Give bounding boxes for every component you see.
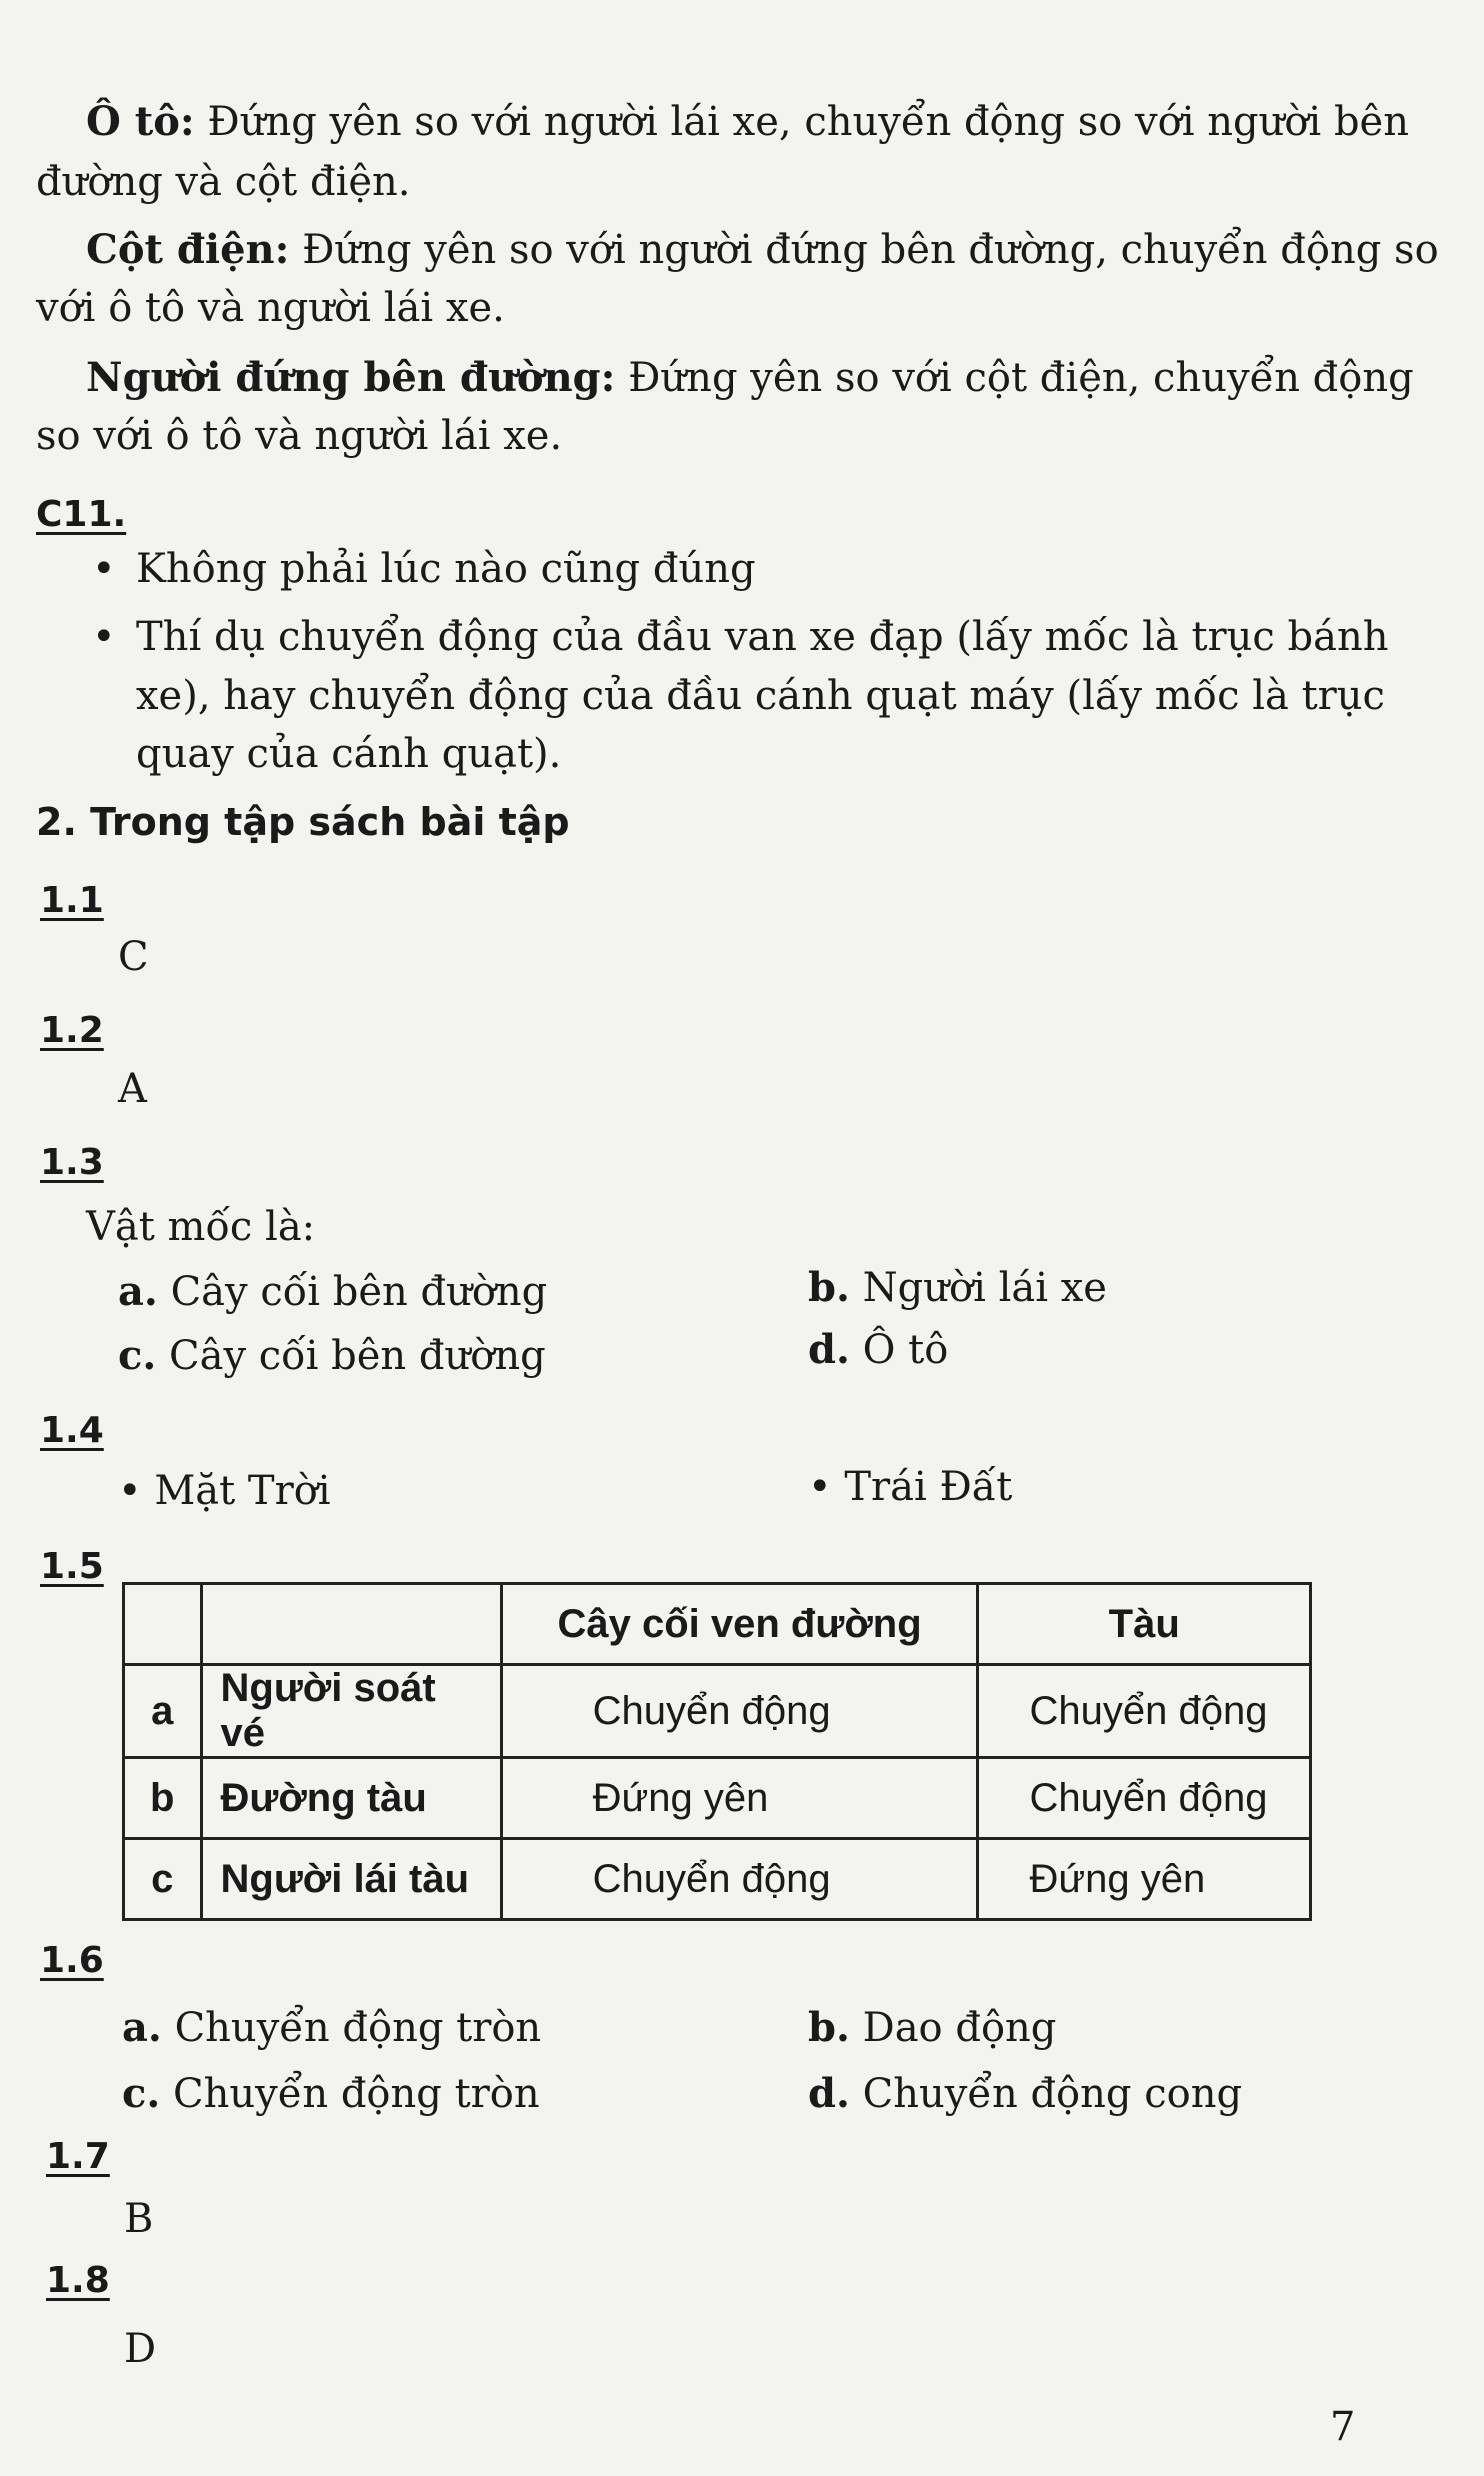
section-heading: 2. Trong tập sách bài tập: [36, 800, 570, 844]
table-cell: Đường tàu: [201, 1758, 501, 1839]
question-1-8-label: 1.8: [46, 2260, 110, 2301]
answer-1-5-table: [122, 1582, 1312, 1921]
page-number: 7: [1330, 2404, 1356, 2450]
paragraph-oto-cont: đường và cột điện.: [36, 159, 411, 205]
option-text: Chuyển động tròn: [173, 2071, 540, 2117]
answer-1-6-b: [808, 2004, 1056, 2051]
c11-bullet-2-cont2: quay của cánh quạt).: [136, 731, 562, 777]
paragraph-nguoi-dung: [86, 348, 1414, 408]
option-label: d.: [808, 1326, 850, 1373]
option-label: a.: [122, 2004, 162, 2051]
answer-1-2: A: [118, 1066, 147, 1112]
paragraph-cot-dien-cont: với ô tô và người lái xe.: [36, 285, 505, 331]
table-cell: Chuyển động: [501, 1839, 978, 1920]
item-text: Mặt Trời: [154, 1468, 331, 1514]
bullet-dot: •: [808, 1464, 845, 1510]
answer-1-3-c: [118, 1332, 546, 1379]
table-cell: c: [124, 1839, 202, 1920]
question-1-2-label: 1.2: [40, 1010, 104, 1051]
answer-1-3-a: [118, 1268, 547, 1315]
question-1-6-label: 1.6: [40, 1940, 104, 1981]
table-cell: a: [124, 1665, 202, 1758]
option-text: Dao động: [862, 2005, 1057, 2051]
table-cell: Người soát vé: [201, 1665, 501, 1758]
answer-1-8: D: [124, 2326, 157, 2372]
table-row: [124, 1665, 1311, 1758]
header-cell: [201, 1584, 501, 1665]
answer-1-3-d: [808, 1326, 948, 1373]
option-label: c.: [118, 1332, 157, 1379]
answer-1-4-item-1: [118, 1468, 331, 1514]
paragraph-cot-dien: [86, 220, 1439, 280]
header-cell: [124, 1584, 202, 1665]
option-text: Ô tô: [862, 1327, 949, 1373]
para-text: Đứng yên so với người đứng bên đường, chuyển động so: [289, 227, 1439, 273]
para-label: Người đứng bên đường:: [86, 354, 616, 401]
table-header-row: [124, 1584, 1311, 1665]
question-1-5-label: 1.5: [40, 1546, 104, 1587]
bullet-dot: •: [118, 1468, 155, 1514]
answer-1-3-b: [808, 1264, 1107, 1311]
question-1-4-label: 1.4: [40, 1410, 104, 1451]
option-label: d.: [808, 2070, 850, 2117]
table-cell: Đứng yên: [501, 1758, 978, 1839]
para-text: Đứng yên so với cột điện, chuyển động: [615, 355, 1414, 401]
option-text: Cây cối bên đường: [170, 1269, 548, 1315]
table-row: [124, 1758, 1311, 1839]
header-cell: Tàu: [978, 1584, 1311, 1665]
item-text: Trái Đất: [844, 1464, 1013, 1510]
option-text: Cây cối bên đường: [169, 1333, 546, 1379]
c11-bullet-2-cont: xe), hay chuyển động của đầu cánh quạt máy (lấy mốc là trục: [136, 673, 1385, 719]
c11-bullet-1: • Không phải lúc nào cũng đúng: [136, 546, 756, 592]
table-cell: Người lái tàu: [201, 1839, 501, 1920]
option-label: a.: [118, 1268, 158, 1315]
question-1-1-label: 1.1: [40, 880, 104, 921]
paragraph-oto: [86, 92, 1409, 152]
answer-1-3-intro: Vật mốc là:: [86, 1204, 316, 1250]
answer-1-6-d: [808, 2070, 1242, 2117]
question-c11-label: C11.: [36, 494, 127, 535]
answer-1-4-item-2: [808, 1464, 1012, 1510]
table-row: [124, 1839, 1311, 1920]
answer-1-7: B: [124, 2196, 154, 2242]
paragraph-nguoi-dung-cont: so với ô tô và người lái xe.: [36, 413, 563, 459]
para-label: Cột điện:: [86, 226, 290, 273]
table-cell: Đứng yên: [978, 1839, 1311, 1920]
table-cell: Chuyển động: [978, 1665, 1311, 1758]
table-cell: Chuyển động: [501, 1665, 978, 1758]
question-1-3-label: 1.3: [40, 1142, 104, 1183]
para-text: Đứng yên so với người lái xe, chuyển động so với người bên: [194, 99, 1409, 145]
answer-1-1: C: [118, 934, 149, 980]
c11-bullet-2: • Thí dụ chuyển động của đầu van xe đạp (lấy mốc là trục bánh: [136, 614, 1389, 660]
option-text: Người lái xe: [862, 1265, 1107, 1311]
answer-1-6-a: [122, 2004, 541, 2051]
option-label: b.: [808, 1264, 850, 1311]
option-label: b.: [808, 2004, 850, 2051]
question-1-7-label: 1.7: [46, 2136, 110, 2177]
header-cell: Cây cối ven đường: [501, 1584, 978, 1665]
option-text: Chuyển động cong: [862, 2071, 1243, 2117]
table-cell: Chuyển động: [978, 1758, 1311, 1839]
option-label: c.: [122, 2070, 161, 2117]
para-label: Ô tô:: [86, 98, 195, 145]
option-text: Chuyển động tròn: [174, 2005, 542, 2051]
table-cell: b: [124, 1758, 202, 1839]
answer-1-6-c: [122, 2070, 540, 2117]
